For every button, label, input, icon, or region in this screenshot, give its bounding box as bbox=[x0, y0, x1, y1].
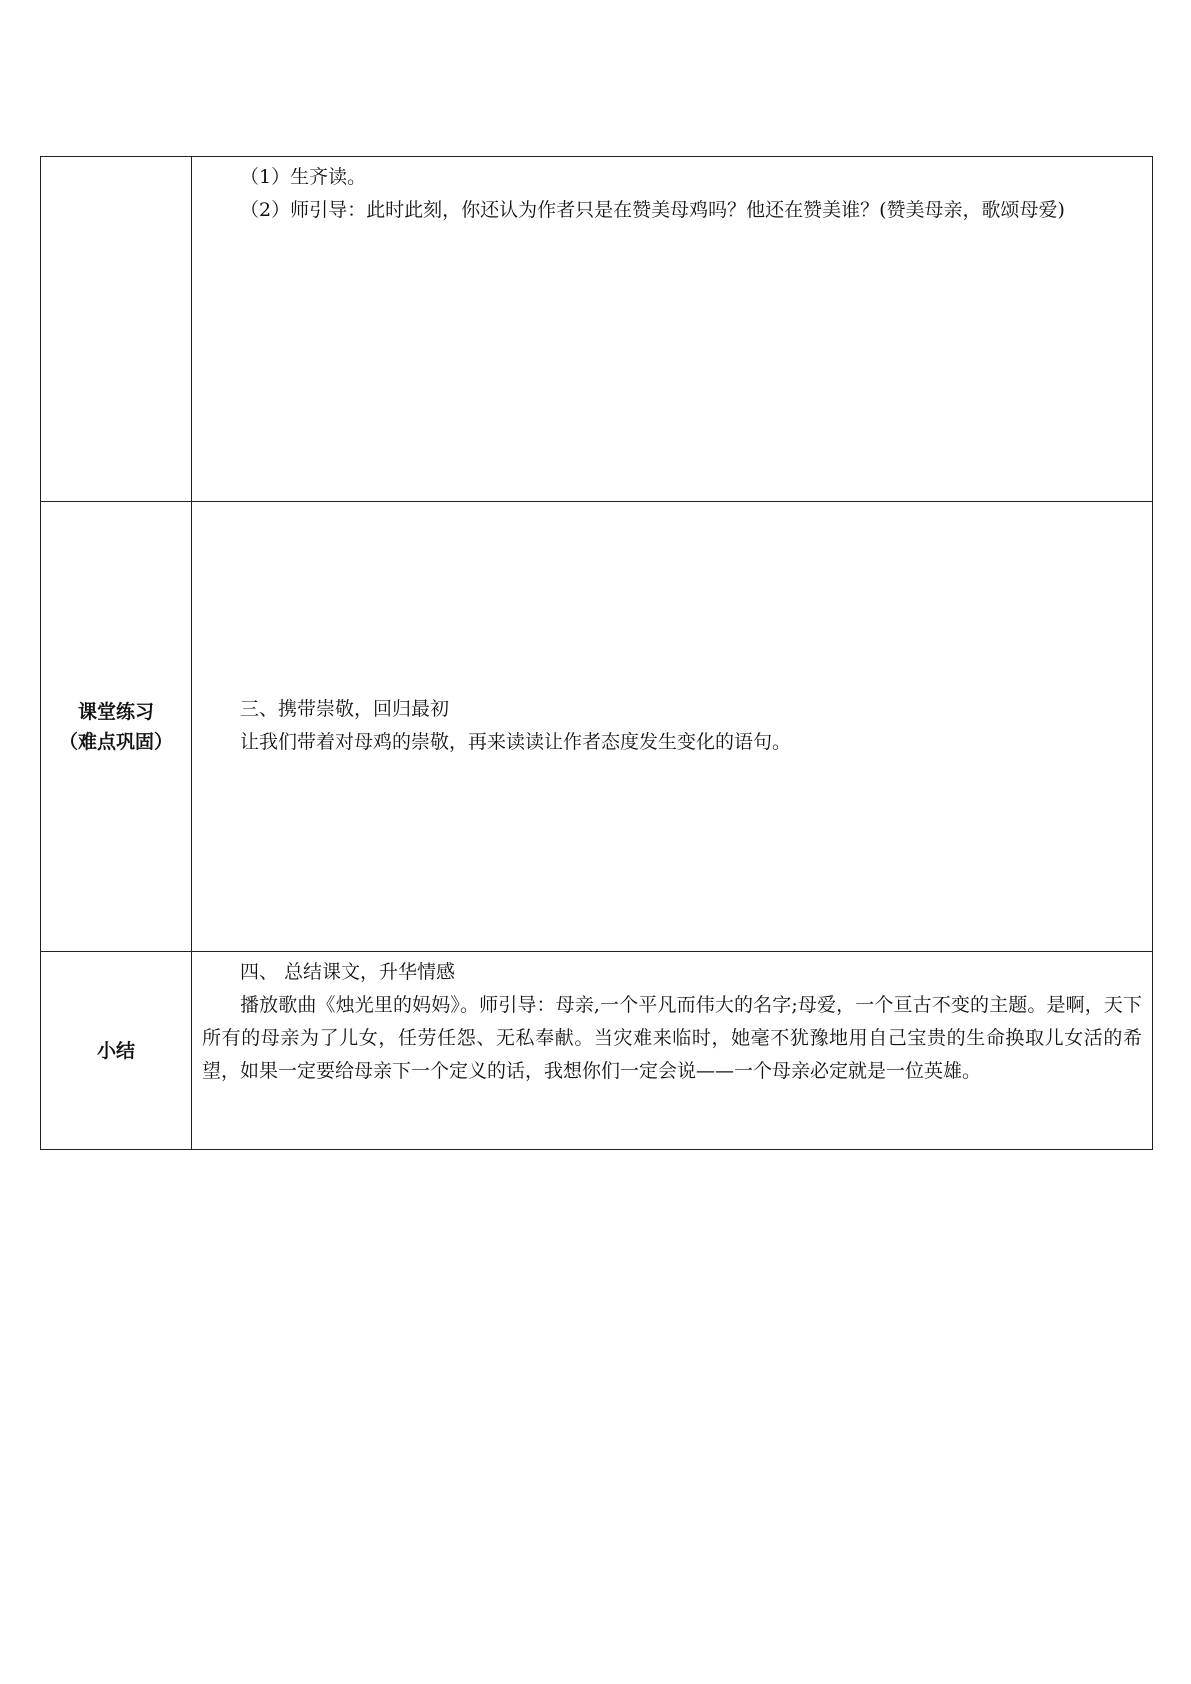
row-label: 课堂练习 bbox=[77, 700, 154, 723]
row-label-cell bbox=[41, 157, 192, 502]
paragraph: 让我们带着对母鸡的崇敬，再来读读让作者态度发生变化的语句。 bbox=[240, 730, 792, 753]
row-sublabel: （难点巩固） bbox=[58, 730, 173, 753]
section-heading: 三、携带崇敬，回归最初 bbox=[240, 697, 450, 720]
row-label: 小结 bbox=[96, 1039, 135, 1062]
row-label-cell bbox=[41, 952, 192, 1150]
section-heading: 四、 总结课文，升华情感 bbox=[240, 961, 456, 983]
row-content-cell bbox=[192, 952, 1153, 1150]
table-row bbox=[41, 952, 1153, 1150]
row-label-cell bbox=[41, 502, 192, 952]
paragraph: 播放歌曲《烛光里的妈妈》。师引导：母亲,一个平凡而伟大的名字;母爱，一个亘古不变的主题。是啊，天下所有的母亲为了儿女，任劳任怨、无私奉献。当灾难来临时，她毫不犹豫地用自己宝贵的生命换取儿女活的希望，如果一定要给母亲下一个定义的话，我想你们一定会说——一个母亲必定就是一位英雄。 bbox=[202, 994, 1142, 1082]
lesson-plan-table bbox=[40, 156, 1153, 1150]
table-row bbox=[41, 502, 1153, 952]
paragraph: （1）生齐读。 bbox=[240, 166, 367, 188]
row-content-cell bbox=[192, 157, 1153, 502]
row-content-cell bbox=[192, 502, 1153, 952]
paragraph: （2）师引导：此时此刻，你还认为作者只是在赞美母鸡吗？他还在赞美谁？(赞美母亲，歌颂母爱) bbox=[240, 199, 1065, 221]
table-row bbox=[41, 157, 1153, 502]
